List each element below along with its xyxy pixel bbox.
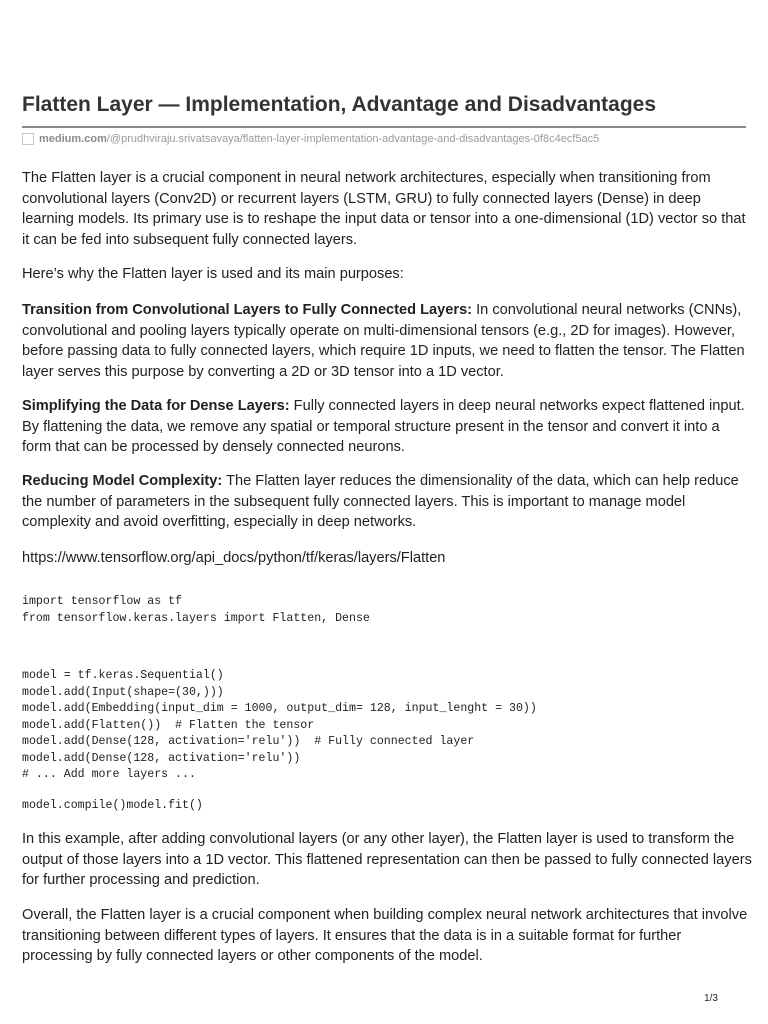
page-number: 1/3 bbox=[704, 993, 718, 1004]
code-block-imports: import tensorflow as tf from tensorflow.keras.layers import Flatten, Dense bbox=[22, 595, 370, 625]
section-transition bbox=[22, 300, 752, 382]
favicon-icon bbox=[22, 133, 34, 145]
section-text: Fully connected layers in deep neural networks expect flattened input. By flattening the data, we remove any spatial or temporal structure present in the tensor and convert it into a form that can be processed by densely connected neurons. bbox=[22, 398, 745, 455]
intro-paragraph: The Flatten layer is a crucial component in neural network architectures, especially when transitioning from convolutional layers (Conv2D) or recurrent layers (LSTM, GRU) to fully connected layers (Dense) in deep learning models. Its primary use is to reshape the input data or tensor into a one-dimensional (1D) vector so that it can be fed into subsequent fully connected layers. bbox=[22, 170, 746, 248]
section-text: The Flatten layer reduces the dimensionality of the data, which can help reduce the number of parameters in the subsequent fully connected layers. This is important to manage model complexity and avoid overfitting, especially in deep networks. bbox=[22, 473, 739, 530]
source-domain: medium.com bbox=[39, 133, 107, 145]
section-text: In convolutional neural networks (CNNs), convolutional and pooling layers typically operate on multi-dimensional tensors (e.g., 2D for images). However, before passing data to fully connected layers, which require 1D inputs, we need to flatten the tensor. The Flatten layer serves this purpose by converting a 2D or 3D tensor into a 1D vector. bbox=[22, 302, 745, 380]
purposes-intro: Here’s why the Flatten layer is used and its main purposes: bbox=[22, 266, 404, 282]
example-paragraph: In this example, after adding convolutional layers (or any other layer), the Flatten layer is used to transform the output of those layers into a 1D vector. This flattened representation can then be passed to fully connected layers for further processing and prediction. bbox=[22, 831, 752, 888]
section-simplifying bbox=[22, 396, 752, 458]
article-title: Flatten Layer — Implementation, Advantage and Disadvantages bbox=[22, 93, 657, 116]
section-complexity bbox=[22, 471, 752, 533]
section-heading: Reducing Model Complexity: bbox=[22, 473, 223, 489]
section-heading: Transition from Convolutional Layers to Fully Connected Layers: bbox=[22, 302, 473, 318]
title-divider bbox=[22, 126, 746, 128]
code-block-compile: model.compile()model.fit() bbox=[22, 799, 203, 812]
tensorflow-link[interactable]: https://www.tensorflow.org/api_docs/python/tf/keras/layers/Flatten bbox=[22, 550, 446, 566]
code-block-model: model = tf.keras.Sequential() model.add(Input(shape=(30,))) model.add(Embedding(input_dim = 1000, output_dim= 128, input_lenght = 30)) model.add(Flatten()) # Flatten the tensor model.add(Dense(128, activation='relu')) # Fully connected layer model.add(Dense(128, activation='relu')) # ... Add more layers ... bbox=[22, 669, 537, 781]
source-url[interactable] bbox=[22, 130, 752, 148]
section-heading: Simplifying the Data for Dense Layers: bbox=[22, 398, 290, 414]
source-path: /@prudhviraju.srivatsavaya/flatten-layer-implementation-advantage-and-disadvantages-0f8c4ecf5ac5 bbox=[106, 133, 600, 145]
conclusion-paragraph: Overall, the Flatten layer is a crucial component when building complex neural network architectures that involve transitioning between different types of layers. It ensures that the data is in a suitable format for further processing by fully connected layers or other components of the model. bbox=[22, 907, 748, 964]
